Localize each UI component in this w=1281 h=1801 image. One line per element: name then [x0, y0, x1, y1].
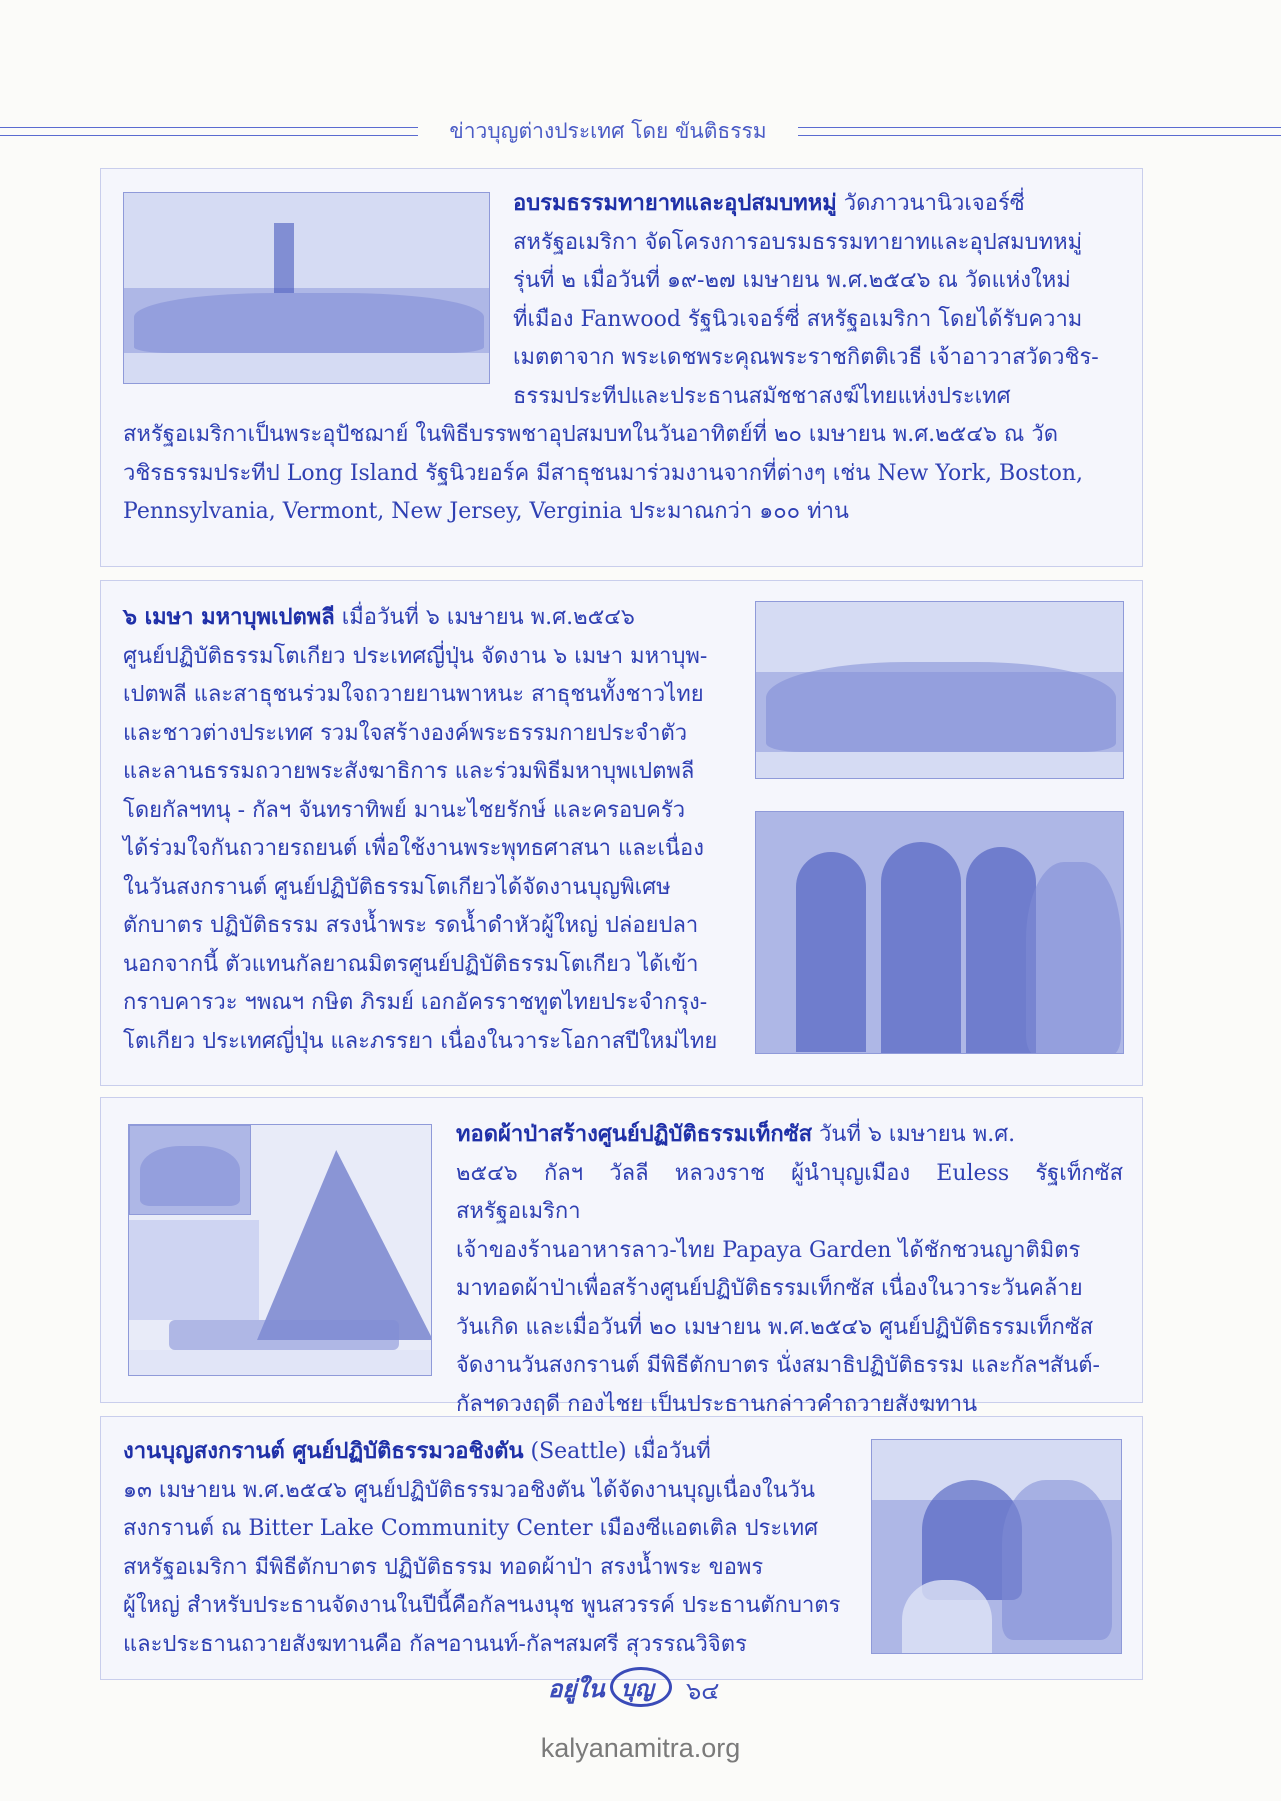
article-1-line: สหรัฐอเมริกา จัดโครงการอบรมธรรมทายาทและอุปสมบทหมู่: [513, 229, 1083, 255]
article-4-line: สหรัฐอเมริกา มีพิธีตักบาตร ปฏิบัติธรรม ทอดผ้าป่า สรงน้ำพระ ขอพร: [123, 1554, 764, 1580]
article-2-line: โตเกียว ประเทศญี่ปุ่น และภรรยา เนื่องในวาระโอกาสปีใหม่ไทย: [123, 1028, 718, 1054]
article-2-line: นอกจากนี้ ตัวแทนกัลยาณมิตรศูนย์ปฏิบัติธรรมโตเกียว ได้เข้า: [123, 951, 699, 977]
article-3: [100, 1097, 1143, 1417]
article-1-line: รุ่นที่ ๒ เมื่อวันที่ ๑๙-๒๗ เมษายน พ.ศ.๒๕๔๖ ณ วัดแห่งใหม่: [513, 268, 1071, 293]
article-2-line: โดยกัลฯทนุ - กัลฯ จันทราทิพย์ มานะไชยรักษ์ และครอบครัว: [123, 797, 686, 823]
header-title: ข่าวบุญต่างประเทศ โดย ขันติธรรม: [449, 119, 767, 143]
article-1: [100, 168, 1143, 567]
article-1-line: วัดภาวนานิวเจอร์ซี่: [836, 191, 1025, 216]
page-header: [0, 113, 1281, 153]
article-2-line: เปตพลี และสาธุชนร่วมใจถวายยานพาหนะ สาธุชนทั้งชาวไทย: [123, 682, 704, 707]
article-2-text: [123, 598, 735, 1061]
article-2-photo-ceremony: [755, 811, 1124, 1054]
article-2: [100, 580, 1143, 1086]
article-3-line: เจ้าของร้านอาหารลาว-ไทย Papaya Garden ได้ชักชวนญาติมิตร: [456, 1237, 1081, 1263]
footer-logo: [548, 1665, 733, 1709]
article-2-line: กราบคารวะ ฯพณฯ กษิต ภิรมย์ เอกอัครราชทูตไทยประจำกรุง-: [123, 990, 708, 1015]
article-4-heading: งานบุญสงกรานต์ ศูนย์ปฏิบัติธรรมวอชิงตัน: [123, 1438, 524, 1464]
article-1-line: ธรรมประทีปและประธานสมัชชาสงฆ์ไทยแห่งประเทศ: [513, 383, 1011, 409]
article-3-line: กัลฯดวงฤดี กองไชย เป็นประธานกล่าวคำถวายสังฆทาน: [456, 1391, 978, 1417]
article-2-line: ได้ร่วมใจกันถวายรถยนต์ เพื่อใช้งานพระพุทธศาสนา และเนื่อง: [123, 836, 705, 861]
article-1-line: สหรัฐอเมริกาเป็นพระอุปัชฌาย์ ในพิธีบรรพชาอุปสมบทในวันอาทิตย์ที่ ๒๐ เมษายน พ.ศ.๒๕๔๖ ณ วัด: [123, 422, 1058, 447]
article-2-line: เมื่อวันที่ ๖ เมษายน พ.ศ.๒๕๔๖: [334, 605, 635, 630]
article-3-line: จัดงานวันสงกรานต์ มีพิธีตักบาตร นั่งสมาธิปฏิบัติธรรม และกัลฯสันต์-: [456, 1353, 1100, 1378]
article-2-line: ตักบาตร ปฏิบัติธรรม สรงน้ำพระ รดน้ำดำหัวผู้ใหญ่ ปล่อยปลา: [123, 913, 699, 938]
article-2-line: และลานธรรมถวายพระสังฆาธิการ และร่วมพิธีมหาบุพเปตพลี: [123, 759, 695, 784]
article-4-line: สงกรานต์ ณ Bitter Lake Community Center เมืองซีแอตเติล ประเทศ: [123, 1516, 819, 1541]
article-2-photo-group: [755, 601, 1124, 779]
header-rule-left: [0, 127, 418, 136]
header-rule-right: [798, 127, 1281, 136]
article-4-line: (Seattle) เมื่อวันที่: [523, 1439, 711, 1464]
article-3-text: [123, 1115, 1123, 1424]
article-1-heading: อบรมธรรมทายาทและอุปสมบทหมู่: [513, 190, 837, 216]
article-4-text: [123, 1432, 858, 1664]
article-4-line: ๑๓ เมษายน พ.ศ.๒๕๔๖ ศูนย์ปฏิบัติธรรมวอชิงตัน ได้จัดงานบุญเนื่องในวัน: [123, 1477, 816, 1503]
article-4-line: ผู้ใหญ่ สำหรับประธานจัดงานในปีนี้คือกัลฯนงนุช พูนสวรรค์ ประธานตักบาตร: [123, 1593, 841, 1618]
article-1-line: Pennsylvania, Vermont, New Jersey, Verginia ประมาณกว่า ๑๐๐ ท่าน: [123, 499, 849, 524]
article-3-line: วันเกิด และเมื่อวันที่ ๒๐ เมษายน พ.ศ.๒๕๔๖ ศูนย์ปฏิบัติธรรมเท็กซัส: [456, 1314, 1094, 1340]
article-2-line: ศูนย์ปฏิบัติธรรมโตเกียว ประเทศญี่ปุ่น จัดงาน ๖ เมษา มหาบุพ-: [123, 643, 708, 669]
article-1-line: เมตตาจาก พระเดชพระคุณพระราชกิตติเวธี เจ้าอาวาสวัดวชิร-: [513, 345, 1099, 370]
article-2-heading: ๖ เมษา มหาบุพเปตพลี: [123, 604, 335, 630]
page-number: ๖๔: [686, 1677, 720, 1705]
article-4: [100, 1416, 1143, 1680]
article-4-line: และประธานถวายสังฆทานคือ กัลฯอานนท์-กัลฯสมศรี สุวรรณวิจิตร: [123, 1631, 747, 1657]
article-3-line: วันที่ ๖ เมษายน พ.ศ.: [812, 1122, 1016, 1147]
article-1-line: วชิรธรรมประทีป Long Island รัฐนิวยอร์ค มีสาธุชนมาร่วมงานจากที่ต่างๆ เช่น New York, Boston,: [123, 460, 1083, 486]
footer-logo-text-center: บุญ: [621, 1676, 654, 1702]
article-3-heading: ทอดผ้าป่าสร้างศูนย์ปฏิบัติธรรมเท็กซัส: [456, 1121, 813, 1147]
article-4-photo: [871, 1439, 1122, 1654]
site-watermark: kalyanamitra.org: [540, 1733, 741, 1763]
article-1-line: ที่เมือง Fanwood รัฐนิวเจอร์ซี่ สหรัฐอเมริกา โดยได้รับความ: [513, 306, 1083, 332]
article-2-line: และชาวต่างประเทศ รวมใจสร้างองค์พระธรรมกายประจำตัว: [123, 720, 688, 746]
article-2-line: ในวันสงกรานต์ ศูนย์ปฏิบัติธรรมโตเกียวได้จัดงานบุญพิเศษ: [123, 874, 671, 900]
article-1-text: [123, 184, 1123, 532]
article-3-line: ๒๕๔๖ กัลฯ วัลลี หลวงราช ผู้นำบุญเมือง Euless รัฐเท็กซัส สหรัฐอเมริกา: [456, 1160, 1123, 1224]
footer-logo-text-left: อยู่ใน: [548, 1674, 605, 1703]
article-3-line: มาทอดผ้าป่าเพื่อสร้างศูนย์ปฏิบัติธรรมเท็กซัส เนื่องในวาระวันคล้าย: [456, 1276, 1083, 1301]
